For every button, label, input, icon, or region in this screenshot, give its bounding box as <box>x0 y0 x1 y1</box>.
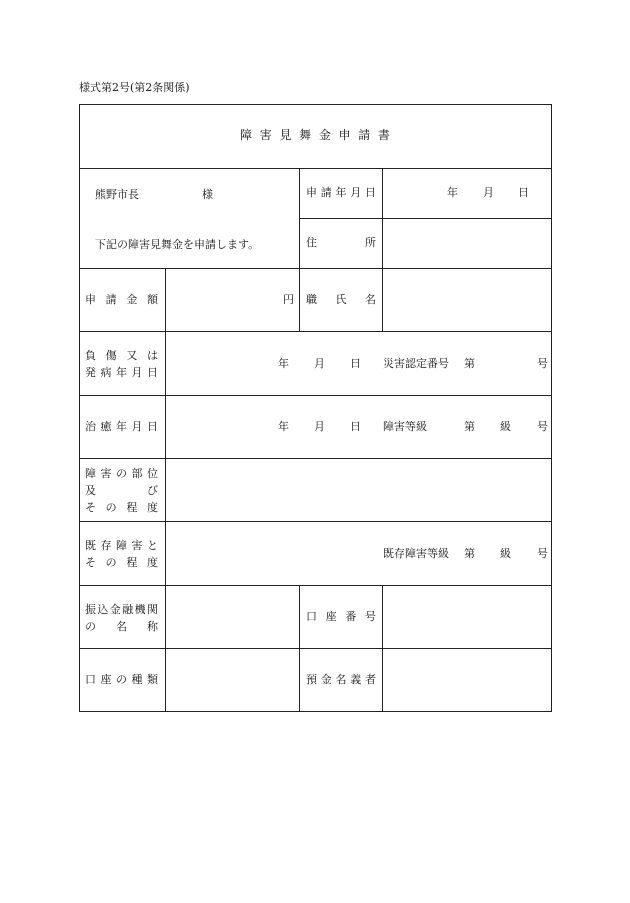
healing-date-year: 年 <box>278 420 289 433</box>
account-type-label: 口 座 の 種 類 <box>85 673 158 686</box>
healing-date-month: 月 <box>314 420 325 433</box>
disability-part-label-line3: そ の 程 度 <box>85 501 158 514</box>
addressee-honorific: 様 <box>202 188 213 201</box>
application-date-day: 日 <box>518 186 529 199</box>
addressee-city: 熊野市長 <box>95 188 139 201</box>
disability-part-label-line1: 障 害 の 部 位 <box>85 467 158 480</box>
disaster-cert-go: 号 <box>537 357 548 370</box>
existing-disability-label-line2: そ の 程 度 <box>85 556 158 569</box>
disability-grade-kyu: 級 <box>500 420 511 433</box>
account-holder-label: 預 金 名 義 者 <box>306 673 376 686</box>
disaster-cert-dai: 第 <box>464 357 475 370</box>
existing-grade-label: 既存障害等級 <box>383 547 449 560</box>
injury-onset-label-line1: 負 傷 又 は <box>85 349 158 362</box>
bank-label-line2: の 名 称 <box>85 620 158 633</box>
disability-grade-label: 障害等級 <box>383 420 427 433</box>
occupation-name-label: 職 氏 名 <box>306 293 376 306</box>
injury-onset-label-line2: 発 病 年 月 日 <box>85 366 158 379</box>
existing-disability-label-line1: 既 存 障 害 と <box>85 539 158 552</box>
existing-grade-dai: 第 <box>464 547 475 560</box>
injury-onset-year: 年 <box>278 357 289 370</box>
account-number-label: 口 座 番 号 <box>306 610 376 623</box>
form-title: 障 害 見 舞 金 申 請 書 <box>240 128 390 142</box>
existing-grade-kyu: 級 <box>500 547 511 560</box>
disability-part-label-line2: 及 び <box>85 484 158 497</box>
bank-label-line1: 振 込 金 融 機 関 <box>85 603 158 616</box>
disaster-cert-label: 災害認定番号 <box>383 357 449 370</box>
injury-onset-month: 月 <box>314 357 325 370</box>
application-date-month: 月 <box>483 186 494 199</box>
healing-date-day: 日 <box>350 420 361 433</box>
disability-grade-go: 号 <box>537 420 548 433</box>
existing-grade-go: 号 <box>537 547 548 560</box>
application-date-label: 申 請 年 月 日 <box>306 186 376 199</box>
injury-onset-day: 日 <box>350 357 361 370</box>
form-number: 様式第2号(第2条関係) <box>79 81 190 94</box>
address-label: 住 所 <box>306 236 376 249</box>
application-date-year: 年 <box>447 186 458 199</box>
healing-date-label: 治 癒 年 月 日 <box>85 420 158 433</box>
disability-grade-dai: 第 <box>464 420 475 433</box>
yen-unit: 円 <box>283 293 294 306</box>
amount-label: 申 請 金 額 <box>85 293 158 306</box>
application-statement: 下記の障害見舞金を申請します。 <box>95 238 260 251</box>
